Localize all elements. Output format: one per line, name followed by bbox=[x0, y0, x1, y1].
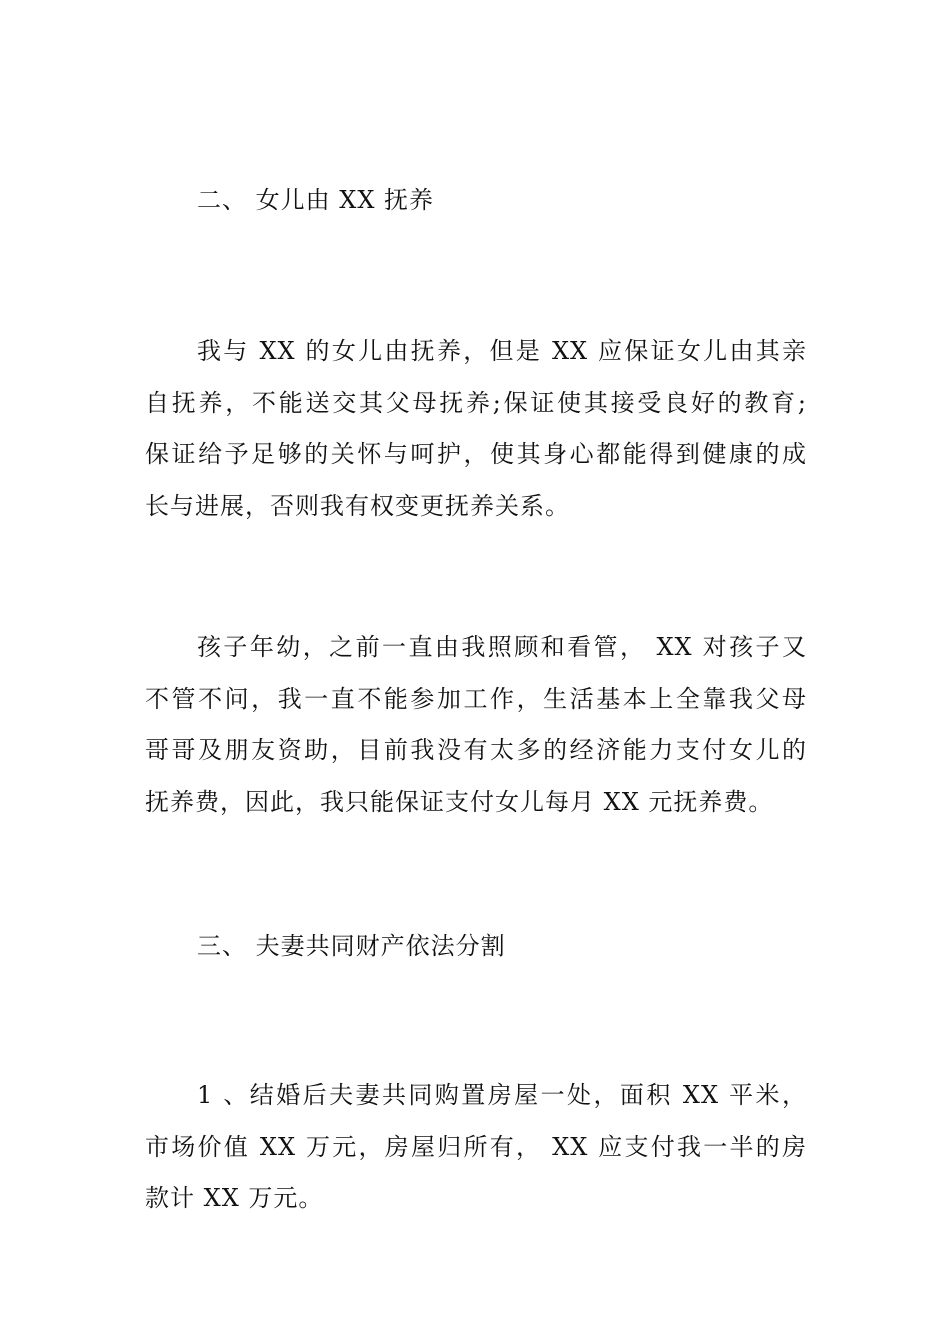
paragraph-line: 我与 XX 的女儿由抚养，但是 XX 应保证女儿由其亲 bbox=[197, 337, 807, 365]
paragraph-line: 不管不问，我一直不能参加工作，生活基本上全靠我父母 bbox=[145, 684, 807, 713]
paragraph-line: 款计 XX 万元。 bbox=[145, 1184, 324, 1212]
paragraph-custody-terms bbox=[145, 326, 807, 532]
paragraph-line: 哥哥及朋友资助，目前我没有太多的经济能力支付女儿的 bbox=[145, 736, 807, 764]
paragraph-property-house bbox=[145, 1070, 807, 1225]
section-heading-property: 三、 夫妻共同财产依法分割 bbox=[197, 932, 506, 960]
paragraph-line: 保证给予足够的关怀与呵护，使其身心都能得到健康的成 bbox=[145, 440, 807, 468]
section-heading-custody: 二、 女儿由 XX 抚养 bbox=[197, 186, 435, 214]
paragraph-line: 1 、结婚后夫妻共同购置房屋一处，面积 XX 平米， bbox=[197, 1081, 807, 1109]
paragraph-line: 市场价值 XX 万元，房屋归所有， XX 应支付我一半的房 bbox=[145, 1132, 807, 1161]
paragraph-child-support bbox=[145, 622, 807, 828]
paragraph-line: 抚养费，因此，我只能保证支付女儿每月 XX 元抚养费。 bbox=[145, 787, 774, 816]
paragraph-line: 长与进展，否则我有权变更抚养关系。 bbox=[145, 491, 570, 520]
paragraph-line: 自抚养，不能送交其父母抚养;保证使其接受良好的教育; bbox=[145, 388, 807, 417]
paragraph-line: 孩子年幼，之前一直由我照顾和看管， XX 对孩子又 bbox=[197, 633, 807, 661]
